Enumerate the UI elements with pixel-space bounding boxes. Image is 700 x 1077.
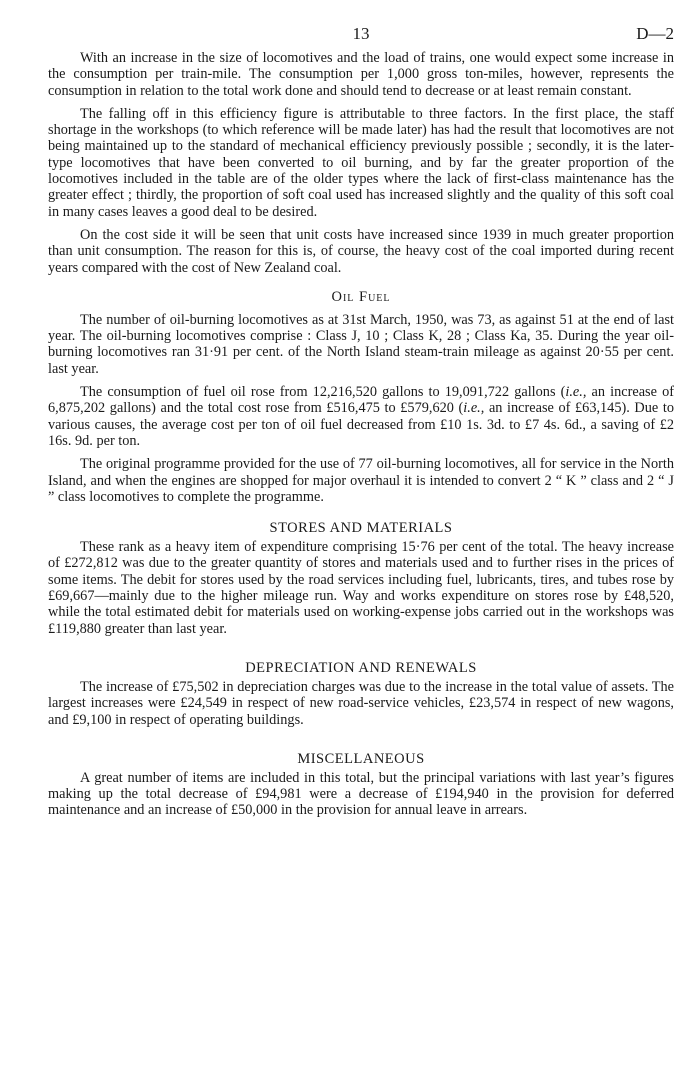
document-page: [48, 20, 674, 826]
miscellaneous-section: [48, 750, 674, 819]
oil-fuel-section: [48, 288, 674, 505]
depreciation-section: [48, 659, 674, 728]
page-number: 13: [352, 24, 370, 43]
stores-section: [48, 519, 674, 637]
paragraph: [48, 384, 674, 449]
paragraph: The number of oil-burning locomotives as at 31st March, 1950, was 73, as against 51 at the end of last year. The oil-burning locomotives comprise : Class J, 10 ; Class K, 28 ; Class Ka, 35. During the year oil-burning locomotives ran 31·91 per cent. of the North Island steam-train mileage as against 20·55 per cent. last year.: [48, 311, 674, 377]
section-heading-miscellaneous: MISCELLANEOUS: [297, 750, 425, 767]
page-header: [48, 20, 674, 50]
paragraph: On the cost side it will be seen that unit costs have increased since 1939 in much greater proportion than unit consumption. The reason for this is, of course, the heavy cost of the coal imported during recent years compared with the cost of New Zealand coal.: [48, 226, 674, 276]
italic-abbreviation: i.e.,: [565, 384, 587, 401]
paragraph: These rank as a heavy item of expenditure comprising 15·76 per cent of the total. The heavy increase of £272,812 was due to the greater quantity of stores and materials used and to further rises in the prices of some items. The debit for stores used by the road services including fuel, lubricants, tires, and tubes rose by £69,667—mainly due to the higher mileage run. Way and works expenditure on stores rose by £48,520, while the total estimated debit for materials used on working-expense jobs carried out in the workshops was £119,880 greater than last year.: [48, 539, 674, 637]
section-heading-depreciation: DEPRECIATION AND RENEWALS: [245, 659, 477, 676]
section-heading-stores: STORES AND MATERIALS: [269, 520, 453, 537]
italic-abbreviation: i.e.,: [463, 400, 485, 417]
paragraph: The falling off in this efficiency figure is attributable to three factors. In the first place, the staff shortage in the workshops (to which reference will be made later) has had the result that locomotives are not being maintained up to the standard of mechanical efficiency previously possible ; secondly, it is the later-type locomotives that have been converted to oil burning, and by far the greater proportion of the locomotives included in the table are of the older types where the lack of first-class maintenance has the greater effect ; thirdly, the proportion of soft coal used has increased slightly and the quality of this soft coal in many cases leaves a good deal to be desired.: [48, 105, 674, 220]
text-run: an increase of 6,875,202 gallons) and the total cost rose from £516,475 to £579,620 (: [48, 384, 674, 417]
paragraph: A great number of items are included in this total, but the principal variations with last year’s figures making up the total decrease of £94,981 were a decrease of £194,940 in the provision for deferred maintenance and an increase of £50,000 in the provision for annual leave in arrears.: [48, 769, 674, 819]
text-run: The consumption of fuel oil rose from 12,216,520 gallons to 19,091,722 gallons (: [80, 384, 566, 401]
text-run: an increase of £63,145). Due to various causes, the average cost per ton of oil fuel decreased from £10 1s. 3d. to £7 4s. 6d., a saving of £2 16s. 9d. per ton.: [48, 400, 674, 449]
paragraph: The original programme provided for the use of 77 oil-burning locomotives, all for service in the North Island, and when the engines are shopped for major overhaul it is intended to convert 2 “ K ” class and 2 “ J ” class locomotives to complete the programme.: [48, 456, 674, 505]
section-heading-oil-fuel: Oil Fuel: [331, 288, 391, 305]
paragraph: With an increase in the size of locomotives and the load of trains, one would expect some increase in the consumption per train-mile. The consumption per 1,000 gross ton-miles, however, represents the consumption in relation to the total work done and should tend to decrease or at least remain constant.: [48, 50, 674, 99]
paragraph: The increase of £75,502 in depreciation charges was due to the increase in the total value of assets. The largest increases were £24,549 in respect of new road-service vehicles, £23,574 in respect of new wagons, and £9,100 in respect of operating buildings.: [48, 678, 674, 728]
intro-section: [48, 50, 674, 276]
document-reference: D—2: [636, 24, 674, 43]
